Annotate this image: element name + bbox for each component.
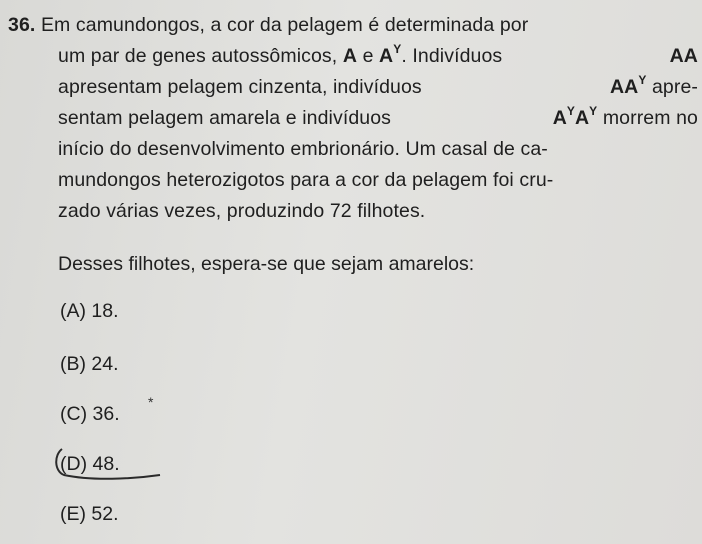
question-line-3: apresentam pelagem cinzenta, indivíduos $AA^Y$ apre- bbox=[58, 73, 698, 98]
handwritten-asterisk: * bbox=[148, 394, 154, 410]
option-b[interactable]: (B) 24. bbox=[60, 353, 119, 375]
option-a[interactable]: (A) 18. bbox=[60, 300, 119, 322]
question-line-2: um par de genes autossômicos, A e $A^Y$. Indivíduos AA bbox=[58, 42, 698, 67]
option-e[interactable]: (E) 52. bbox=[60, 503, 119, 525]
question-number: 36. bbox=[8, 14, 36, 36]
question-prompt: Desses filhotes, espera-se que sejam amarelos: bbox=[58, 253, 475, 275]
option-d[interactable]: (D) 48. bbox=[60, 453, 120, 475]
question-text bbox=[8, 10, 698, 227]
question-line-1: 36. Em camundongos, a cor da pelagem é determinada por bbox=[8, 14, 529, 36]
question-line-5: início do desenvolvimento embrionário. Um casal de ca- bbox=[58, 138, 548, 160]
question-line-6: mundongos heterozigotos para a cor da pelagem foi cru- bbox=[58, 169, 554, 191]
question-line-4: sentam pelagem amarela e indivíduos $A^YA^Y$ morrem no bbox=[58, 104, 698, 129]
question-line-7: zado várias vezes, produzindo 72 filhotes. bbox=[58, 200, 426, 222]
option-c[interactable]: (C) 36. bbox=[60, 403, 120, 425]
